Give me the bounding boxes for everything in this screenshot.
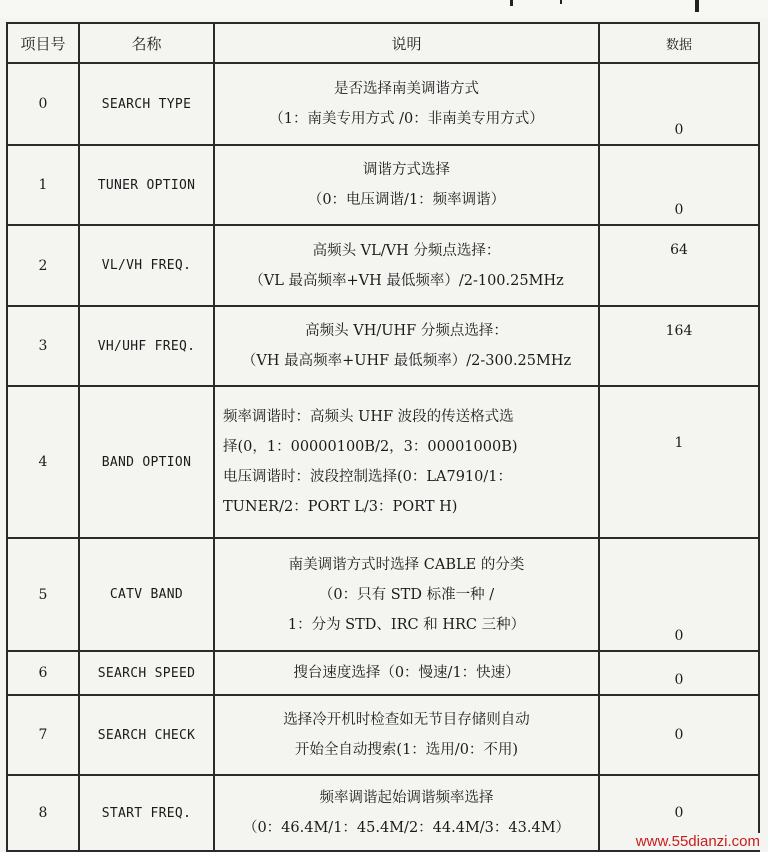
item-name: VL/VH FREQ. — [79, 225, 214, 306]
table-row — [7, 306, 759, 386]
item-data: 1 — [599, 386, 759, 538]
description-line: 择(0，1：00000100B/2，3：00001000B) — [223, 439, 518, 455]
description-line: 南美调谐方式时选择 CABLE 的分类 — [288, 556, 525, 573]
scan-mark — [695, 0, 699, 12]
item-data: 0 — [599, 695, 759, 775]
item-description — [214, 306, 599, 386]
item-name: VH/UHF FREQ. — [79, 306, 214, 386]
description-line: 频率调谐起始调谐频率选择 — [319, 790, 494, 806]
description-line: （1：南美专用方式 /0：非南美专用方式） — [269, 111, 544, 127]
item-data: 0 — [599, 651, 759, 695]
description-line: （VL 最高频率+VH 最低频率）/2-100.25MHz — [249, 272, 564, 289]
description-line: 调谐方式选择 — [363, 162, 450, 178]
description-line: （0：46.4M/1：45.4M/2：44.4M/3：43.4M） — [242, 820, 571, 836]
item-description — [214, 225, 599, 306]
item-description — [214, 145, 599, 225]
description-line: 频率调谐时：高频头 UHF 波段的传送格式选 — [223, 409, 514, 425]
description-line: 是否选择南美调谐方式 — [334, 81, 479, 97]
table-row — [7, 695, 759, 775]
header-data: 数据 — [599, 23, 759, 63]
item-data: 164 — [599, 306, 759, 386]
item-data: 0 — [599, 775, 759, 851]
scan-mark — [560, 0, 562, 4]
item-name: CATV BAND — [79, 538, 214, 651]
item-number: 3 — [7, 306, 79, 386]
item-data: 0 — [599, 538, 759, 651]
description-line: 选择冷开机时检查如无节目存储则自动 — [283, 712, 530, 728]
header-item-number: 项目号 — [7, 23, 79, 63]
scan-mark — [510, 0, 513, 6]
site-watermark: www.55dianzi.com — [635, 833, 760, 850]
item-number: 4 — [7, 386, 79, 538]
item-number: 1 — [7, 145, 79, 225]
item-number: 6 — [7, 651, 79, 695]
item-number: 8 — [7, 775, 79, 851]
item-number: 5 — [7, 538, 79, 651]
item-description — [214, 775, 599, 851]
description-line: 1：分为 STD、IRC 和 HRC 三种） — [287, 616, 526, 633]
item-name: SEARCH CHECK — [79, 695, 214, 775]
item-description — [214, 386, 599, 538]
header-name: 名称 — [79, 23, 214, 63]
item-data: 0 — [599, 63, 759, 145]
table-row — [7, 538, 759, 651]
item-data: 0 — [599, 145, 759, 225]
description-line: TUNER/2：PORT L/3：PORT H) — [223, 499, 458, 515]
table-row — [7, 63, 759, 145]
table-row — [7, 225, 759, 306]
table-row — [7, 145, 759, 225]
description-line: （VH 最高频率+UHF 最低频率）/2-300.25MHz — [241, 353, 572, 369]
description-line: 电压调谐时：波段控制选择(0：LA7910/1： — [223, 469, 512, 485]
item-number: 7 — [7, 695, 79, 775]
table-row — [7, 386, 759, 538]
item-name: START FREQ. — [79, 775, 214, 851]
table-header-row — [7, 23, 759, 63]
description-line: （0：电压调谐/1：频率调谐） — [307, 192, 506, 208]
item-name: BAND OPTION — [79, 386, 214, 538]
item-description — [214, 695, 599, 775]
parameter-table — [6, 22, 760, 852]
description-line: （0：只有 STD 标准一种 / — [318, 586, 495, 603]
item-name: SEARCH TYPE — [79, 63, 214, 145]
item-description — [214, 651, 599, 695]
item-data: 64 — [599, 225, 759, 306]
item-name: SEARCH SPEED — [79, 651, 214, 695]
item-name: TUNER OPTION — [79, 145, 214, 225]
item-description — [214, 63, 599, 145]
header-description: 说明 — [214, 23, 599, 63]
item-number: 2 — [7, 225, 79, 306]
item-number: 0 — [7, 63, 79, 145]
scan-top-strip — [0, 0, 768, 18]
description-line: 高频头 VH/UHF 分频点选择： — [305, 323, 508, 339]
table-row — [7, 651, 759, 695]
description-line: 开始全自动搜索(1：选用/0：不用) — [294, 742, 519, 758]
description-line: 高频头 VL/VH 分频点选择： — [312, 242, 501, 259]
item-description — [214, 538, 599, 651]
description-line: 搜台速度选择（0：慢速/1：快速） — [293, 665, 520, 681]
